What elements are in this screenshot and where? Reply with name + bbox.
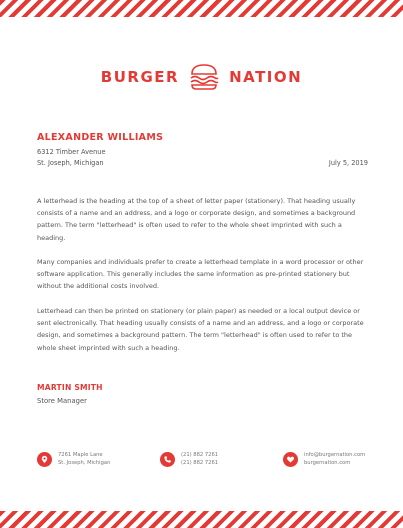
- brand-logo: [0, 60, 403, 94]
- footer-location: [37, 452, 110, 467]
- footer-phone: [160, 452, 218, 467]
- brand-left-word: BURGER: [100, 68, 180, 86]
- map-pin-icon: [37, 452, 52, 467]
- body-paragraph-3: Letterhead can then be printed on stationery (or plain paper) as needed or a local output device or sent electronically. That heading usually consists of a name and an address, and a logo or corporate design, and sometimes a background pattern. The term "letterhead" is often used to refer to the whole sheet imprinted with such a heading.: [37, 307, 364, 352]
- heart-icon: [283, 452, 298, 467]
- sender-address-line1: 6312 Timber Avenue: [37, 148, 106, 156]
- signature-name: MARTIN SMITH: [37, 383, 103, 392]
- sender-address-line2: St. Joseph, Michigan: [37, 159, 104, 167]
- bottom-stripe-border: [0, 511, 403, 528]
- burger-icon: [187, 62, 221, 92]
- brand-right-word: NATION: [229, 68, 303, 86]
- phone-line1: (21) 882 7261: [181, 452, 219, 458]
- body-paragraph-1: A letterhead is the heading at the top of a sheet of letter paper (stationery). That heading usually consists of a name and an address, and a logo or corporate design, and sometimes a background pattern. The term "letterhead" is often used to refer to the whole sheet imprinted with such a heading.: [37, 197, 356, 242]
- body-paragraph-2: Many companies and individuals prefer to create a letterhead template in a word processor or other software application. This generally includes the same information as pre-printed stationery but without the additional costs involved.: [37, 258, 364, 291]
- phone-line2: (21) 882 7261: [181, 459, 219, 466]
- top-stripe-border: [0, 0, 403, 17]
- phone-icon: [160, 452, 175, 467]
- signature-title: Store Manager: [37, 397, 87, 405]
- email-text: info@burgernation.com: [304, 452, 366, 458]
- sender-name: ALEXANDER WILLIAMS: [37, 132, 164, 143]
- letter-date: July 5, 2019: [328, 159, 368, 167]
- location-line2: St. Joseph, Michigan: [58, 459, 111, 466]
- location-line1: 7261 Maple Lane: [58, 452, 103, 458]
- website-text: burgernation.com: [304, 459, 351, 466]
- footer-contact: [283, 452, 365, 467]
